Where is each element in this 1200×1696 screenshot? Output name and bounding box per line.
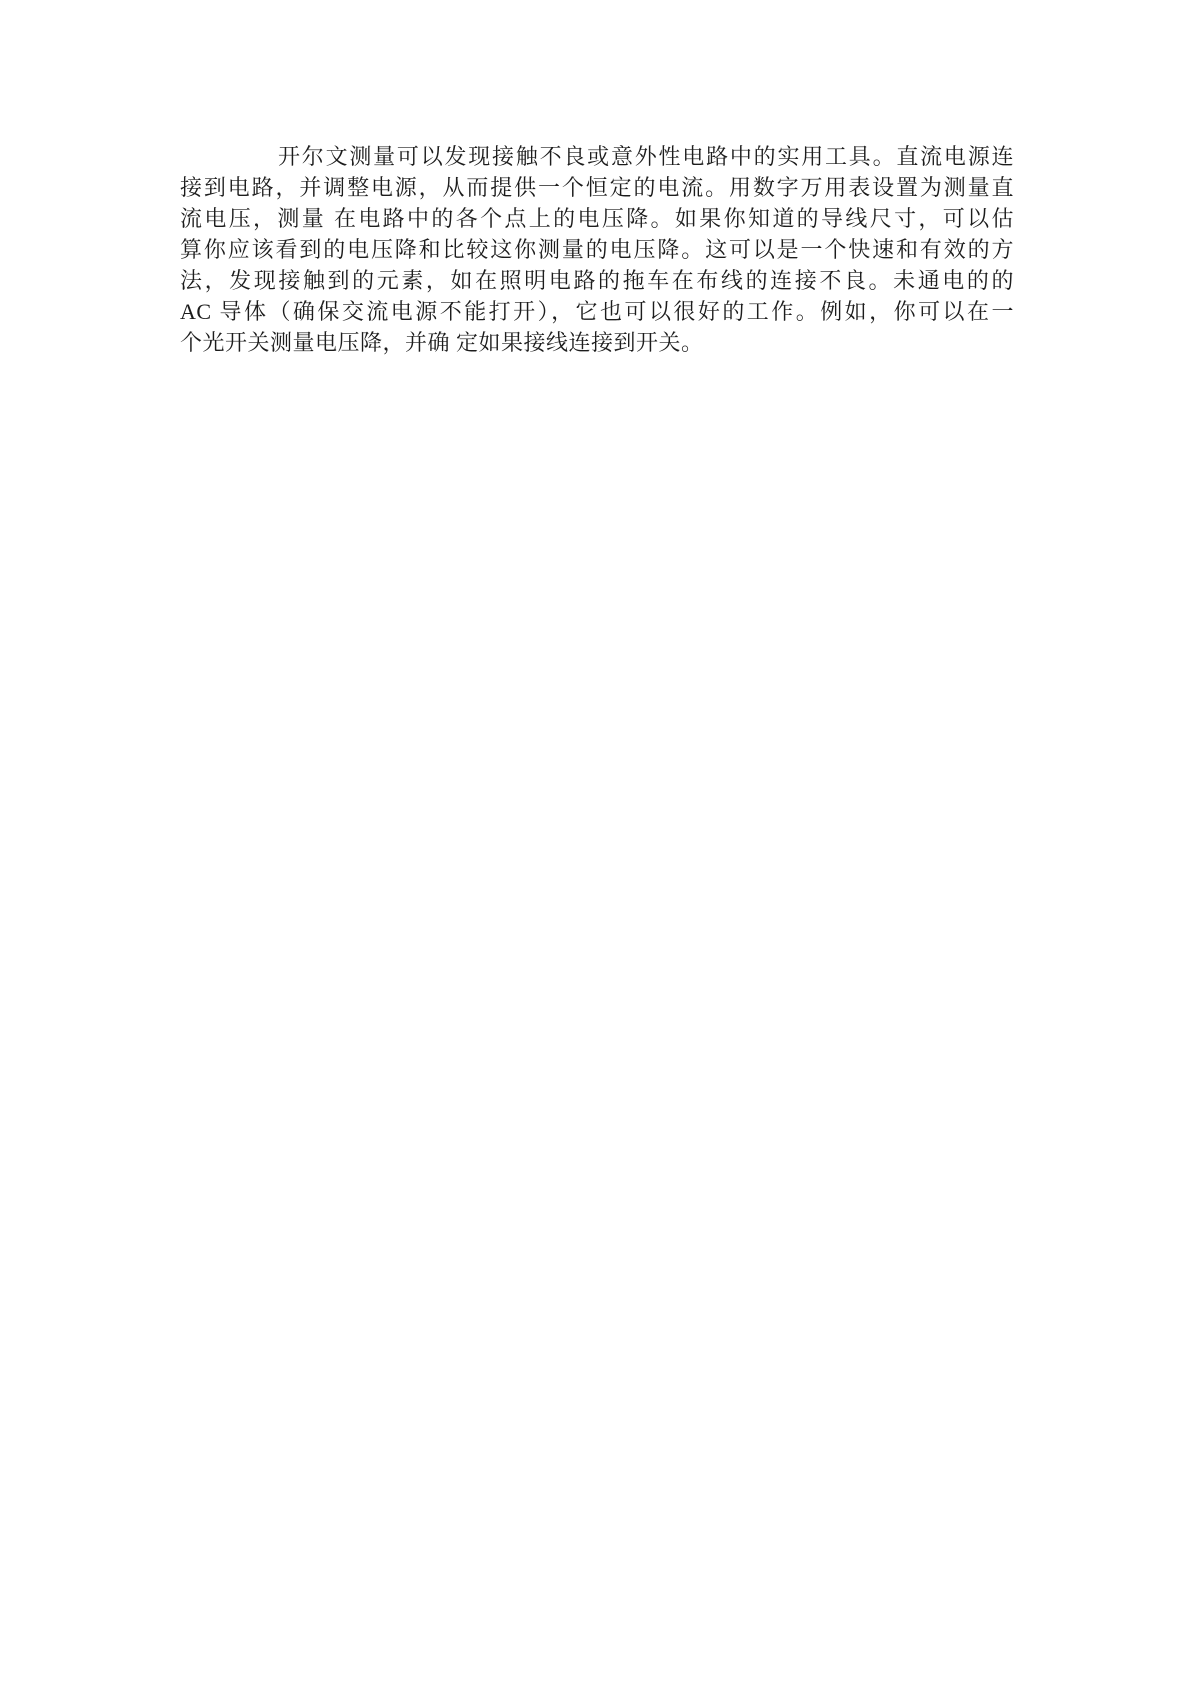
paragraph-line: 开尔文测量可以发现接触不良或意外性电路中的实用工具。直流电源连: [278, 144, 1014, 169]
paragraph-line: 流电压，测量 在电路中的各个点上的电压降。如果你知道的导线尺寸，可以估: [180, 206, 1014, 231]
paragraph-line: 个光开关测量电压降，并确 定如果接线连接到开关。: [180, 330, 704, 355]
paragraph-line: 接到电路，并调整电源，从而提供一个恒定的电流。用数字万用表设置为测量直: [180, 175, 1014, 200]
paragraph-line: 算你应该看到的电压降和比较这你测量的电压降。这可以是一个快速和有效的方: [180, 237, 1014, 262]
body-text-paragraph: [180, 141, 1014, 358]
paragraph-line: AC 导体（确保交流电源不能打开），它也可以很好的工作。例如，你可以在一: [180, 299, 1014, 324]
paragraph-line: 法，发现接触到的元素，如在照明电路的拖车在布线的连接不良。未通电的的: [180, 268, 1014, 293]
